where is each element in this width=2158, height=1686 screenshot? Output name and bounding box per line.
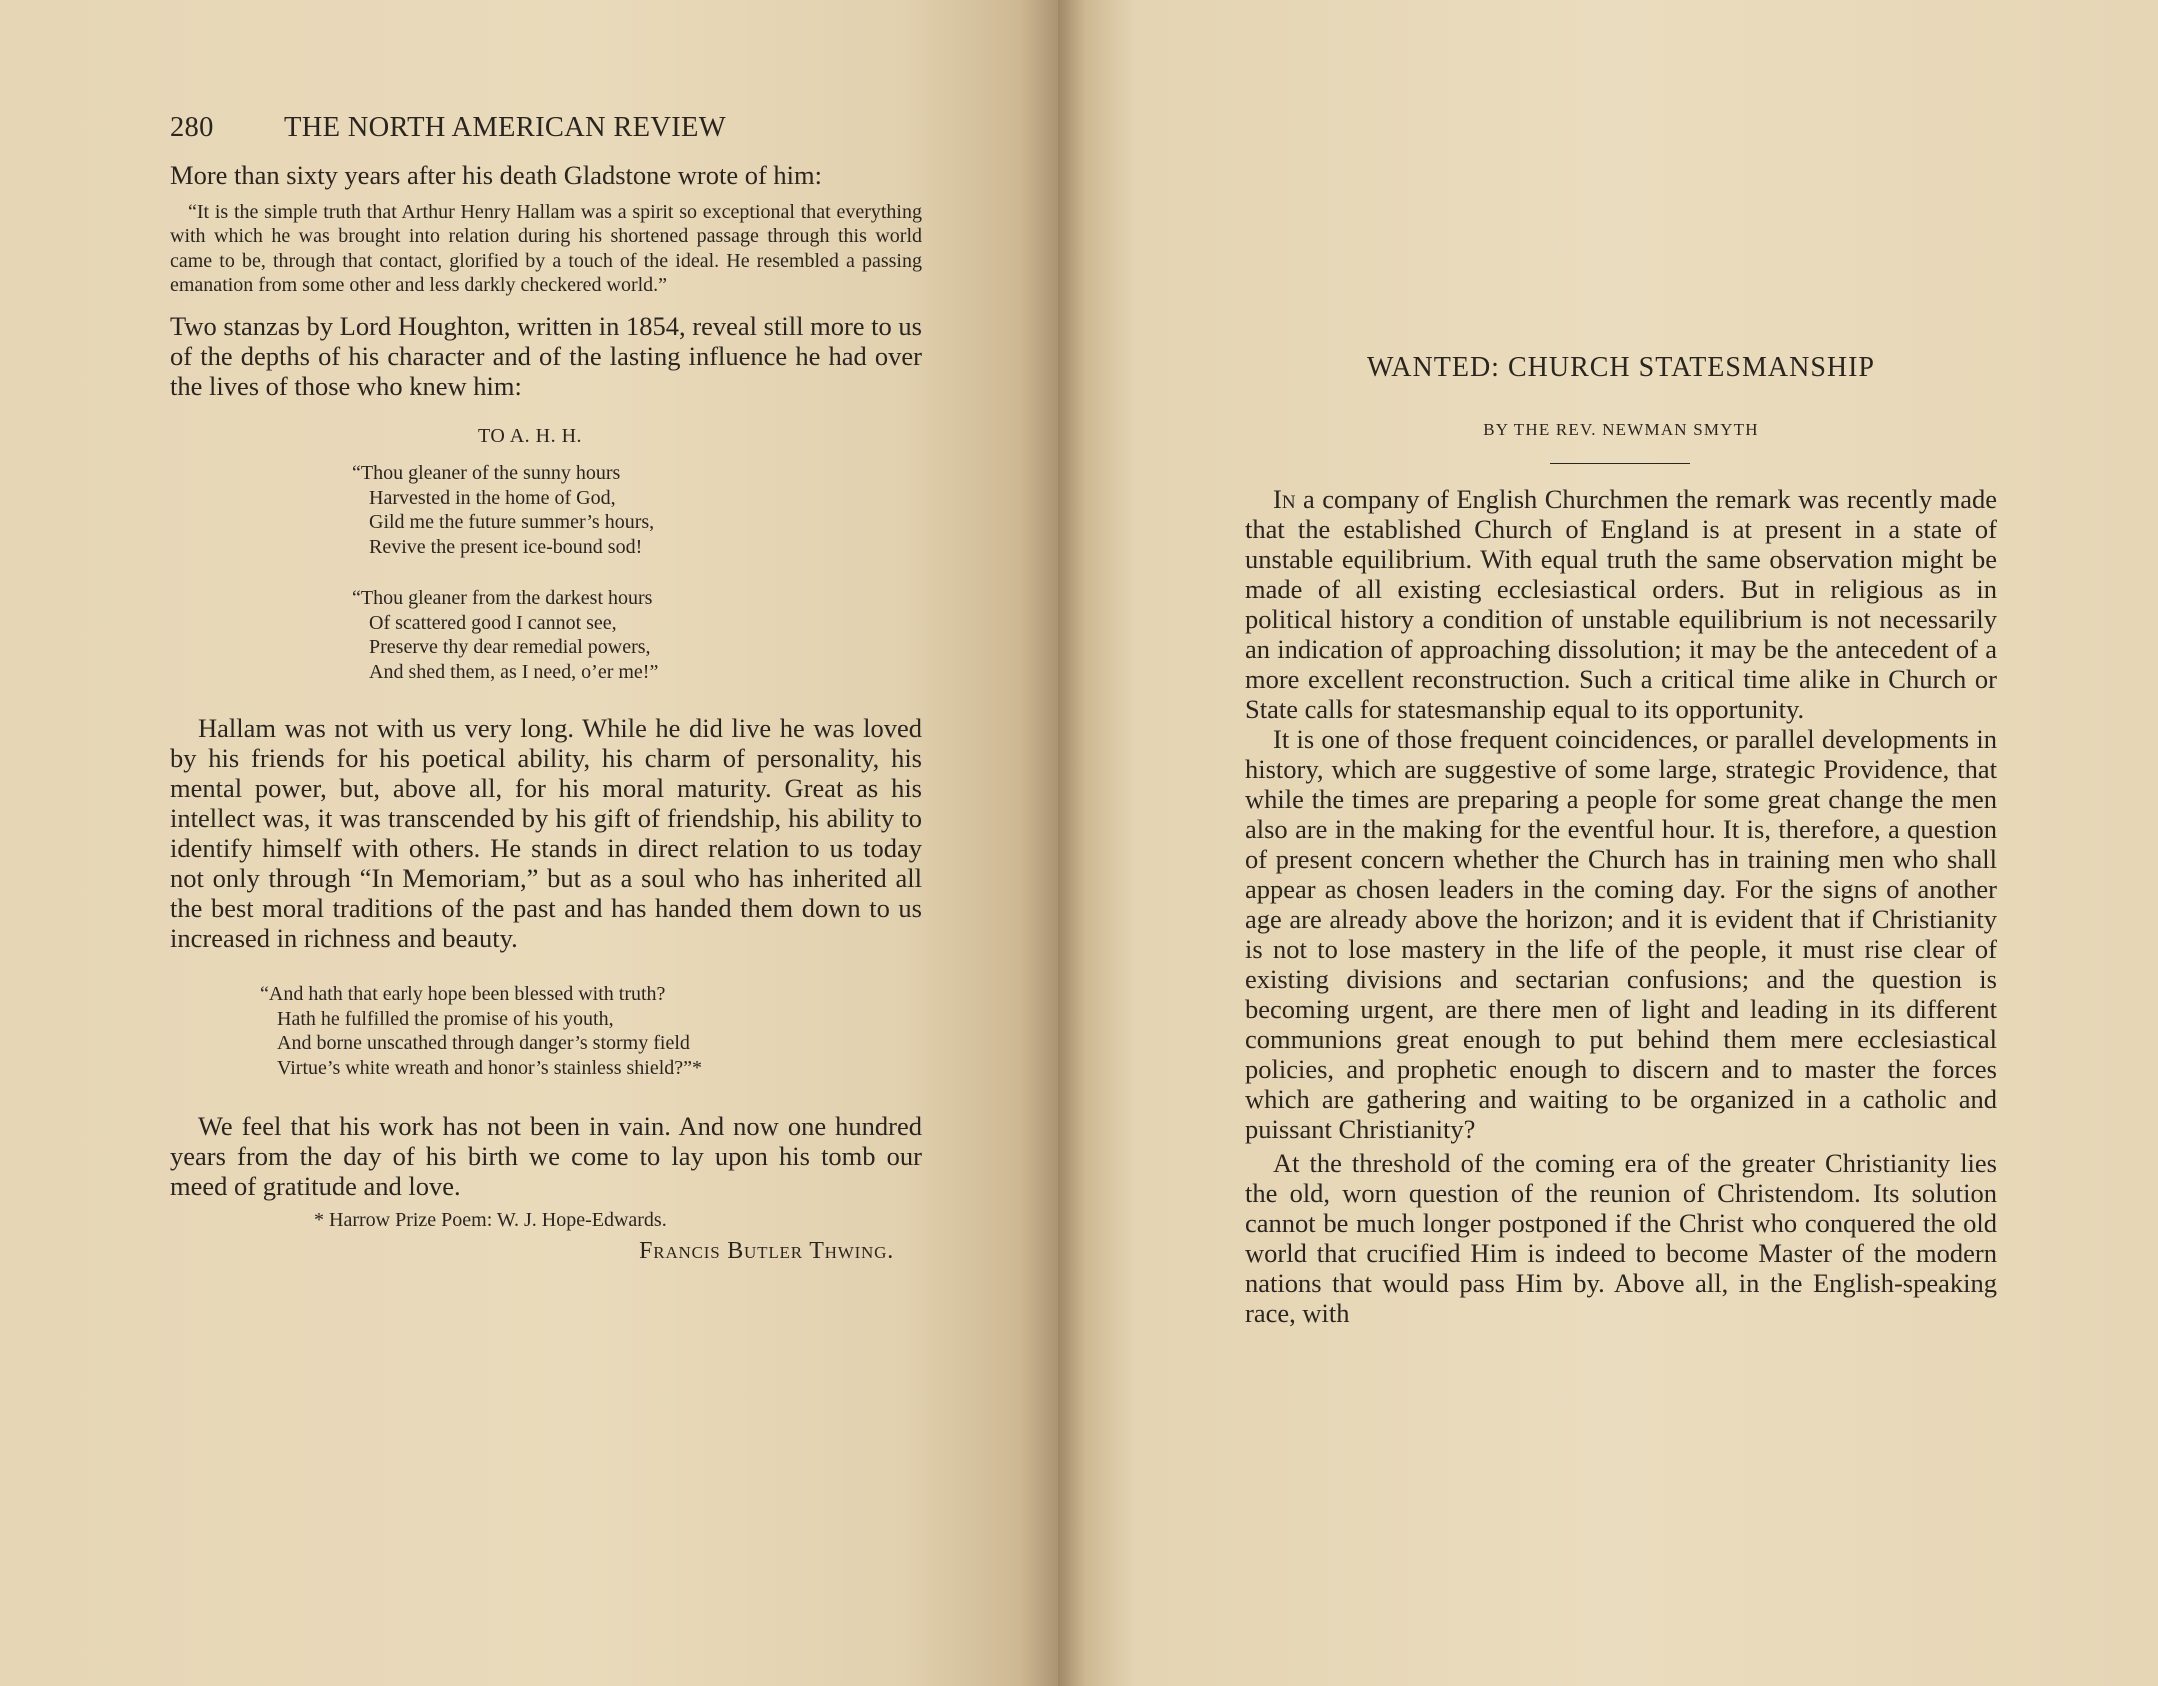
poem-line: Preserve thy dear remedial powers, <box>369 636 651 659</box>
poem-line: Revive the present ice-bound sod! <box>369 535 643 558</box>
paragraph-reunion: At the threshold of the coming era of the greater Christianity lies the old, worn question of the reunion of Christendom. Its solution cannot be much longer postponed if the Christ who conquered the old world that crucified Him is indeed to become Master of the modern nations that would pass Him by. Above all, in the English-speaking race, with <box>1245 1148 1997 1328</box>
footnote: * Harrow Prize Poem: W. J. Hope-Edwards. <box>314 1209 667 1232</box>
poem-title: TO A. H. H. <box>478 425 583 448</box>
running-header <box>170 112 726 144</box>
poem-line: “And hath that early hope been blessed with truth? <box>260 983 666 1006</box>
title-rule <box>1550 463 1690 464</box>
poem-line: Gild me the future summer’s hours, <box>369 511 655 534</box>
paragraph-intro-text: a company of English Churchmen the remark was recently made that the established Church of England is at present in a state of unstable equilibrium. With equal truth the same observation might be made of all existing ecclesiastical orders. But in religious as in political history a condition of unstable equilibrium is not necessarily an indication of approaching dissolution; it may be the antecedent of a more excellent reconstruction. Such a critical time alike in Church or State calls for statesmanship equal to its opportunity. <box>1245 484 1997 724</box>
poem-line: Hath he fulfilled the promise of his youth, <box>277 1007 614 1030</box>
poem-line: “Thou gleaner from the darkest hours <box>352 587 653 610</box>
poem-stanza-3 <box>170 982 922 1080</box>
article-title: WANTED: CHURCH STATESMANSHIP <box>1366 352 1876 383</box>
paragraph-gladstone-intro: More than sixty years after his death Gladstone wrote of him: <box>170 160 823 190</box>
poem-line: Of scattered good I cannot see, <box>369 611 617 634</box>
author-signature: Francis Butler Thwing. <box>639 1238 894 1265</box>
poem-line: “Thou gleaner of the sunny hours <box>352 462 621 485</box>
poem-stanza-2 <box>170 586 922 684</box>
paragraph-closing: We feel that his work has not been in vain. And now one hundred years from the day of his birth we come to lay upon his tomb our meed of gratitude and love. <box>170 1111 922 1202</box>
poem-line: And shed them, as I need, o’er me!” <box>369 660 659 683</box>
left-page <box>0 0 1062 1686</box>
poem-line: And borne unscathed through danger’s stormy field <box>277 1032 690 1055</box>
paragraph-intro <box>1245 484 1997 724</box>
left-column <box>170 160 922 1265</box>
paragraph-hallam: Hallam was not with us very long. While he did live he was loved by his friends for his poetical ability, his charm of personality, his mental power, but, above all, for his moral maturity. Great as his intellect was, it was transcended by his gift of friendship, his ability to identify himself with others. He stands in direct relation to us today not only through “In Memoriam,” but as a soul who has inherited all the best moral traditions of the past and has handed them down to us increased in richness and beauty. <box>170 713 922 954</box>
paragraph-coincidences: It is one of those frequent coincidences, or parallel developments in history, which are suggestive of some large, strategic Providence, that while the times are preparing a people for some great change the men also are in the making for the eventful hour. It is, therefore, a question of present concern whether the Church has in training men who shall appear as chosen leaders in the coming day. For the signs of another age are already above the horizon; and it is evident that if Christianity is not to lose mastery in the life of the people, it must rise clear of existing divisions and sectarian confusions; and the question is becoming urgent, are there men of light and leading in its different communions great enough to put behind them mere ecclesiastical policies, and prophetic enough to discern and to master the forces which are gathering and waiting to be organized in a catholic and puissant Christianity? <box>1245 724 1997 1144</box>
paragraph-houghton: Two stanzas by Lord Houghton, written in 1854, reveal still more to us of the depths of his character and of the lasting influence he had over the lives of those who knew him: <box>170 311 922 402</box>
article-byline: BY THE REV. NEWMAN SMYTH <box>1483 420 1759 439</box>
poem-stanza-1 <box>170 461 922 559</box>
drop-word: In <box>1273 484 1296 514</box>
gladstone-quote: “It is the simple truth that Arthur Henry Hallam was a spirit so exceptional that everything with which he was brought into relation during his shortened passage through this world came to be, through that contact, glorified by a touch of the ideal. He resembled a passing emanation from some other and less darkly checkered world.” <box>170 201 922 296</box>
right-column <box>1245 484 1997 1328</box>
poem-line: Virtue’s white wreath and honor’s stainless shield?”* <box>277 1056 702 1079</box>
running-head: THE NORTH AMERICAN REVIEW <box>284 112 726 143</box>
page-number: 280 <box>170 112 214 143</box>
poem-line: Harvested in the home of God, <box>369 486 616 509</box>
